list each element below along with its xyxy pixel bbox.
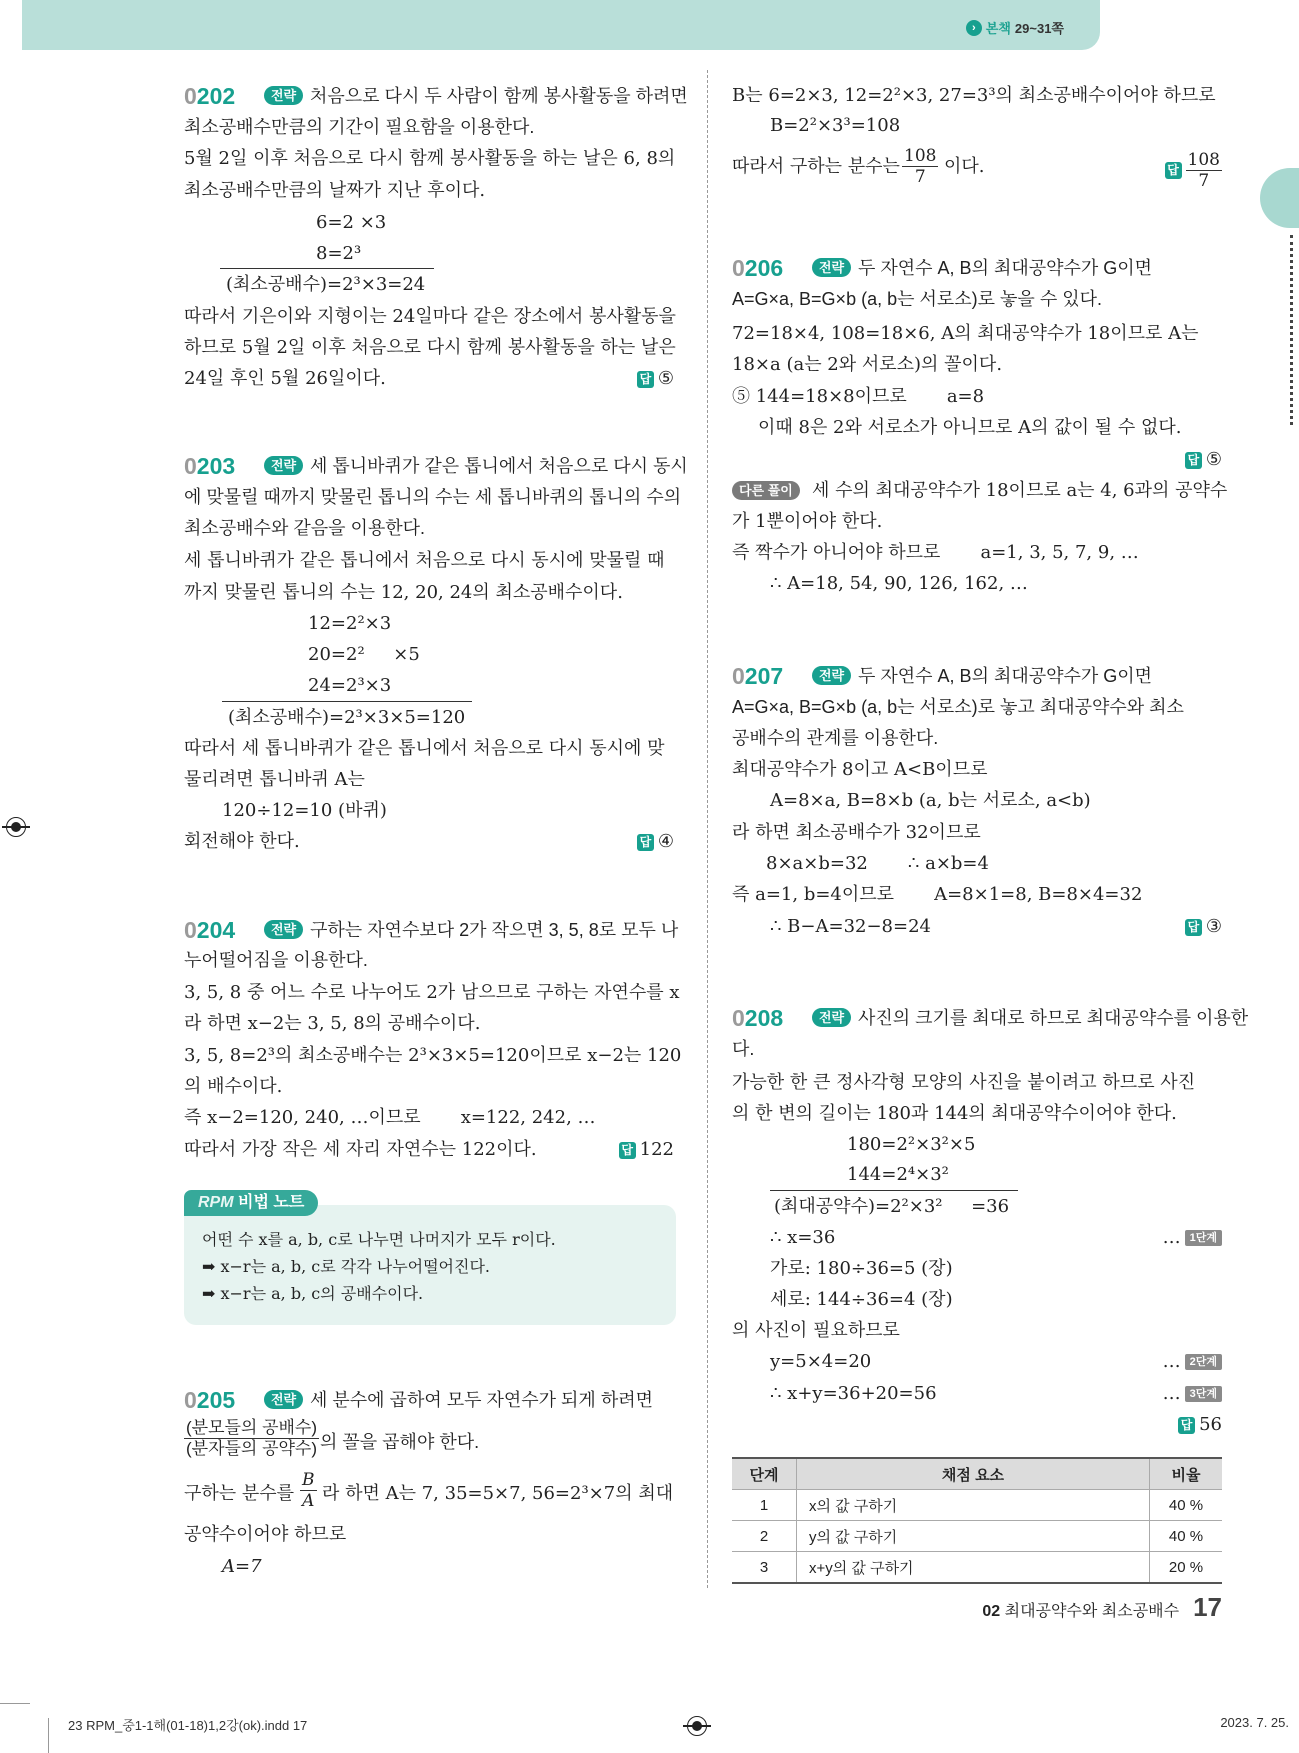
problem-number-0206	[732, 255, 783, 281]
text-line: 의 한 변의 길이는 180과 144의 최대공약수이어야 한다.	[732, 1103, 1177, 1124]
num-rest: 207	[744, 663, 784, 689]
text-line: 3, 5, 8=2³의 최소공배수는 2³×3×5=120이므로 x−2는 120	[184, 1045, 682, 1066]
cell-step: 3	[732, 1552, 797, 1584]
print-date: 2023. 7. 25.	[1220, 1715, 1289, 1730]
math-line: 144=2⁴×3²	[847, 1164, 949, 1185]
registration-mark-icon	[6, 817, 26, 837]
problem-number-0208	[732, 1005, 783, 1031]
num-prefix: 0	[732, 1005, 745, 1031]
ellipsis: …	[1162, 1383, 1181, 1404]
sum-rule	[220, 268, 434, 269]
strategy-text: 공배수의 관계를 이용한다.	[732, 728, 939, 748]
fraction-numerator: (분모들의 공배수)	[186, 1418, 317, 1437]
answer	[1165, 150, 1222, 191]
strategy-fraction	[184, 1418, 319, 1459]
header-ratio: 비율	[1150, 1458, 1223, 1490]
text-line: 까지 맞물린 톱니의 수는 12, 20, 24의 최소공배수이다.	[184, 582, 623, 603]
num-prefix: 0	[184, 917, 197, 943]
math-line: ∴ B−A=32−8=24	[770, 916, 931, 937]
problem-number-0205	[184, 1387, 235, 1413]
strategy-badge: 전략	[264, 456, 303, 475]
header-band	[22, 0, 1100, 50]
text-line: 18×a (a는 2와 서로소)의 꼴이다.	[732, 354, 1003, 375]
text-line: 가 1뿐이어야 한다.	[732, 511, 883, 532]
strategy-text: 두 자연수 A, B의 최대공약수가 G이면	[858, 258, 1153, 278]
num-prefix: 0	[732, 663, 745, 689]
fraction-b-over-a	[300, 1470, 317, 1511]
text-line: ⑤ 144=18×8이므로 a=8	[732, 386, 985, 407]
scoring-table	[732, 1457, 1222, 1584]
text-line: 의 사진이 필요하므로	[732, 1320, 900, 1341]
answer-icon: 답	[637, 371, 654, 388]
strategy-text: A=G×a, B=G×b (a, b는 서로소)로 놓고 최대공약수와 최소	[732, 697, 1184, 717]
math-line: y=5×4=20	[770, 1351, 872, 1372]
fraction-numerator: 108	[1187, 150, 1220, 170]
answer-icon: 답	[637, 834, 654, 851]
text-line: 가능한 한 큰 정사각형 모양의 사진을 붙이려고 하므로 사진	[732, 1072, 1196, 1093]
text-line: 이다.	[944, 156, 985, 177]
fraction-denominator: 7	[914, 167, 926, 187]
rpm-note-title	[184, 1190, 318, 1216]
strategy-text: 다.	[732, 1039, 755, 1059]
num-prefix: 0	[184, 83, 197, 109]
strategy-badge: 전략	[264, 1390, 303, 1409]
strategy-text: 세 톱니바퀴가 같은 톱니에서 처음으로 다시 동시	[310, 456, 688, 476]
alt-solution-badge: 다른 풀이	[732, 481, 800, 500]
strategy-text: 의 꼴을 곱해야 한다.	[320, 1432, 480, 1452]
problem-number-0207	[732, 663, 783, 689]
math-line: (최소공배수)=2³×3×5=120	[228, 707, 466, 728]
answer	[619, 1138, 674, 1162]
math-line: (최소공배수)=2³×3=24	[226, 274, 426, 295]
strategy-text: 처음으로 다시 두 사람이 함께 봉사활동을 하려면	[310, 86, 688, 106]
step-badge: 1단계	[1185, 1230, 1222, 1246]
math-line: ∴ x=36	[770, 1227, 836, 1248]
math-line: 8=2³	[316, 243, 362, 264]
ellipsis: …	[1162, 1351, 1181, 1372]
answer	[637, 367, 674, 391]
column-divider	[707, 70, 708, 1588]
text-line: 따라서 구하는 분수는	[732, 156, 900, 177]
text-line: 따라서 기은이와 지형이는 24일마다 같은 장소에서 봉사활동을	[184, 306, 676, 327]
cell-ratio: 40 %	[1150, 1490, 1223, 1521]
note-line: ➡ x−r는 a, b, c의 공배수이다.	[202, 1284, 424, 1303]
answer-fraction	[1186, 150, 1222, 191]
answer-value: ③	[1205, 916, 1222, 937]
text-line: 라 하면 A는 7, 35=5×7, 56=2³×7의 최대	[322, 1483, 674, 1504]
book-label: 본책	[985, 21, 1011, 36]
num-rest: 203	[196, 453, 236, 479]
text-line: 즉 a=1, b=4이므로 A=8×1=8, B=8×4=32	[732, 884, 1143, 905]
fraction-numerator: 108	[904, 146, 937, 166]
text-line: 따라서 가장 작은 세 자리 자연수는 122이다.	[184, 1139, 537, 1160]
strategy-text: 두 자연수 A, B의 최대공약수가 G이면	[858, 666, 1153, 686]
num-rest: 202	[196, 83, 236, 109]
text-line: 라 하면 x−2는 3, 5, 8의 공배수이다.	[184, 1013, 481, 1034]
fraction-denominator: 7	[1198, 171, 1210, 191]
step-badge: 2단계	[1185, 1354, 1222, 1370]
answer	[637, 830, 674, 854]
strategy-text: 사진의 크기를 최대로 하므로 최대공약수를 이용한	[858, 1008, 1249, 1028]
cell-criteria: x의 값 구하기	[797, 1490, 1150, 1521]
math-line: 120÷12=10 (바퀴)	[222, 800, 387, 821]
note-label: 비법 노트	[238, 1194, 305, 1211]
text-line: 최소공배수만큼의 날짜가 지난 후이다.	[184, 180, 486, 201]
text-line: 구하는 분수를	[184, 1483, 295, 1504]
answer-icon: 답	[1185, 919, 1202, 936]
text-line: 의 배수이다.	[184, 1076, 283, 1097]
math-line: A=7	[222, 1556, 262, 1577]
text-line: 따라서 세 톱니바퀴가 같은 톱니에서 처음으로 다시 동시에 맞	[184, 738, 665, 759]
problem-number-0204	[184, 917, 235, 943]
text-line: 24일 후인 5월 26일이다.	[184, 368, 386, 389]
fraction-108-7	[902, 146, 938, 187]
strategy-badge: 전략	[264, 920, 303, 939]
chapter-title: 최대공약수와 최소공배수	[1004, 1603, 1180, 1620]
text-line: 즉 짝수가 아니어야 하므로 a=1, 3, 5, 7, 9, …	[732, 542, 1139, 563]
text-line: 즉 x−2=120, 240, …이므로 x=122, 242, …	[184, 1107, 596, 1128]
math-line: 6=2 ×3	[316, 212, 387, 233]
num-rest: 205	[196, 1387, 236, 1413]
math-line: 24=2³×3	[308, 675, 392, 696]
chapter-number: 02	[982, 1603, 1001, 1620]
registration-mark-icon	[687, 1716, 707, 1736]
chapter-heading	[982, 1598, 1179, 1621]
answer-value: ④	[657, 831, 674, 852]
text-line: 공약수이어야 하므로	[184, 1524, 347, 1545]
text-line: 72=18×4, 108=18×6, A의 최대공약수가 18이므로 A는	[732, 323, 1199, 344]
step-badge: 3단계	[1185, 1386, 1222, 1402]
text-line: 하므로 5월 2일 이후 처음으로 다시 함께 봉사활동을 하는 날은	[184, 337, 676, 358]
answer	[1178, 1413, 1222, 1437]
cell-ratio: 40 %	[1150, 1521, 1223, 1552]
answer-value: 122	[639, 1139, 674, 1160]
math-line: 20=2² ×5	[308, 644, 420, 665]
answer	[1185, 915, 1222, 939]
num-rest: 204	[196, 917, 236, 943]
answer-value: ⑤	[657, 368, 674, 389]
table-row	[732, 1490, 1222, 1521]
table-row	[732, 1521, 1222, 1552]
file-slug: 23 RPM_중1-1해(01-18)1,2강(ok).indd 17	[68, 1718, 308, 1733]
problem-number-0202	[184, 83, 235, 109]
math-line: B=2²×3³=108	[770, 115, 901, 136]
strategy-text: 최소공배수만큼의 기간이 필요함을 이용한다.	[184, 117, 535, 137]
text-line: 5월 2일 이후 처음으로 다시 함께 봉사활동을 하는 날은 6, 8의	[184, 148, 676, 169]
book-pages: 29~31쪽	[1014, 21, 1064, 36]
step-marker-3	[1163, 1382, 1222, 1406]
math-line: (최대공약수)=2²×3² =36	[774, 1196, 1010, 1217]
text-line: 세 수의 최대공약수가 18이므로 a는 4, 6과의 공약수	[812, 480, 1228, 501]
math-line: ∴ A=18, 54, 90, 126, 162, …	[770, 573, 1028, 594]
side-tab-marks	[1290, 235, 1297, 425]
strategy-text: 에 맞물릴 때까지 맞물린 톱니의 수는 세 톱니바퀴의 톱니의 수의	[184, 487, 682, 507]
strategy-text: 최소공배수와 같음을 이용한다.	[184, 518, 426, 538]
math-line: 8×a×b=32 ∴ a×b=4	[766, 853, 989, 874]
answer-icon: 답	[1185, 452, 1202, 469]
cell-criteria: x+y의 값 구하기	[797, 1552, 1150, 1584]
answer-icon: 답	[619, 1142, 636, 1159]
math-line: 세로: 144÷36=4 (장)	[770, 1289, 953, 1310]
cell-ratio: 20 %	[1150, 1552, 1223, 1584]
math-line: ∴ x+y=36+20=56	[770, 1383, 937, 1404]
strategy-badge: 전략	[264, 86, 303, 105]
header-criteria: 채점 요소	[797, 1458, 1150, 1490]
answer-value: ⑤	[1205, 449, 1222, 470]
running-footer	[982, 1592, 1222, 1623]
header-step: 단계	[732, 1458, 797, 1490]
math-line: 12=2²×3	[308, 613, 392, 634]
text-line: 회전해야 한다.	[184, 831, 300, 852]
text-line: B는 6=2×3, 12=2²×3, 27=3³의 최소공배수이어야 하므로	[732, 85, 1216, 106]
strategy-badge: 전략	[812, 666, 851, 685]
strategy-badge: 전략	[812, 258, 851, 277]
num-prefix: 0	[184, 1387, 197, 1413]
chapter-side-tab	[1260, 168, 1299, 228]
fraction-denominator: (분자들의 공약수)	[186, 1439, 317, 1458]
num-rest: 208	[744, 1005, 784, 1031]
num-prefix: 0	[732, 255, 745, 281]
table-header-row	[732, 1458, 1222, 1490]
text-line: 물리려면 톱니바퀴 A는	[184, 769, 365, 790]
fraction-numerator: B	[302, 1470, 315, 1490]
note-line: ➡ x−r는 a, b, c로 각각 나누어떨어진다.	[202, 1257, 491, 1276]
step-marker-1	[1163, 1226, 1222, 1250]
text-line: 이때 8은 2와 서로소가 아니므로 A의 값이 될 수 없다.	[758, 417, 1182, 438]
table-row	[732, 1552, 1222, 1584]
note-line: 어떤 수 x를 a, b, c로 나누면 나머지가 모두 r이다.	[202, 1230, 556, 1249]
math-line: A=8×a, B=8×b (a, b는 서로소, a<b)	[770, 790, 1091, 811]
answer-value: 56	[1199, 1414, 1222, 1435]
crop-mark	[48, 1718, 49, 1753]
math-line: 가로: 180÷36=5 (장)	[770, 1258, 953, 1279]
text-line: 최대공약수가 8이고 A<B이므로	[732, 759, 988, 780]
fraction-denominator: A	[302, 1491, 315, 1511]
answer-icon: 답	[1165, 162, 1182, 179]
math-line: 180=2²×3²×5	[847, 1134, 976, 1155]
strategy-text: A=G×a, B=G×b (a, b는 서로소)로 놓을 수 있다.	[732, 289, 1102, 309]
text-line: 3, 5, 8 중 어느 수로 나누어도 2가 남으므로 구하는 자연수를 x	[184, 982, 680, 1003]
num-rest: 206	[744, 255, 784, 281]
answer	[1185, 448, 1222, 472]
problem-number-0203	[184, 453, 235, 479]
strategy-text: 구하는 자연수보다 2가 작으면 3, 5, 8로 모두 나	[310, 920, 679, 940]
step-marker-2	[1163, 1350, 1222, 1374]
strategy-text: 세 분수에 곱하여 모두 자연수가 되게 하려면	[310, 1390, 653, 1410]
strategy-text: 누어떨어짐을 이용한다.	[184, 950, 368, 970]
ellipsis: …	[1162, 1227, 1181, 1248]
chevron-right-circle-icon: ›	[966, 20, 982, 36]
strategy-badge: 전략	[812, 1008, 851, 1027]
rpm-label: RPM	[198, 1194, 234, 1211]
text-line: 라 하면 최소공배수가 32이므로	[732, 822, 981, 843]
cell-criteria: y의 값 구하기	[797, 1521, 1150, 1552]
text-line: 세 톱니바퀴가 같은 톱니에서 처음으로 다시 동시에 맞물릴 때	[184, 550, 665, 571]
crop-mark	[0, 1703, 30, 1704]
cell-step: 1	[732, 1490, 797, 1521]
cell-step: 2	[732, 1521, 797, 1552]
sum-rule	[770, 1190, 1018, 1191]
answer-icon: 답	[1178, 1417, 1195, 1434]
page-number: 17	[1193, 1592, 1222, 1622]
main-book-reference	[966, 18, 1064, 37]
num-prefix: 0	[184, 453, 197, 479]
sum-rule	[222, 701, 472, 702]
